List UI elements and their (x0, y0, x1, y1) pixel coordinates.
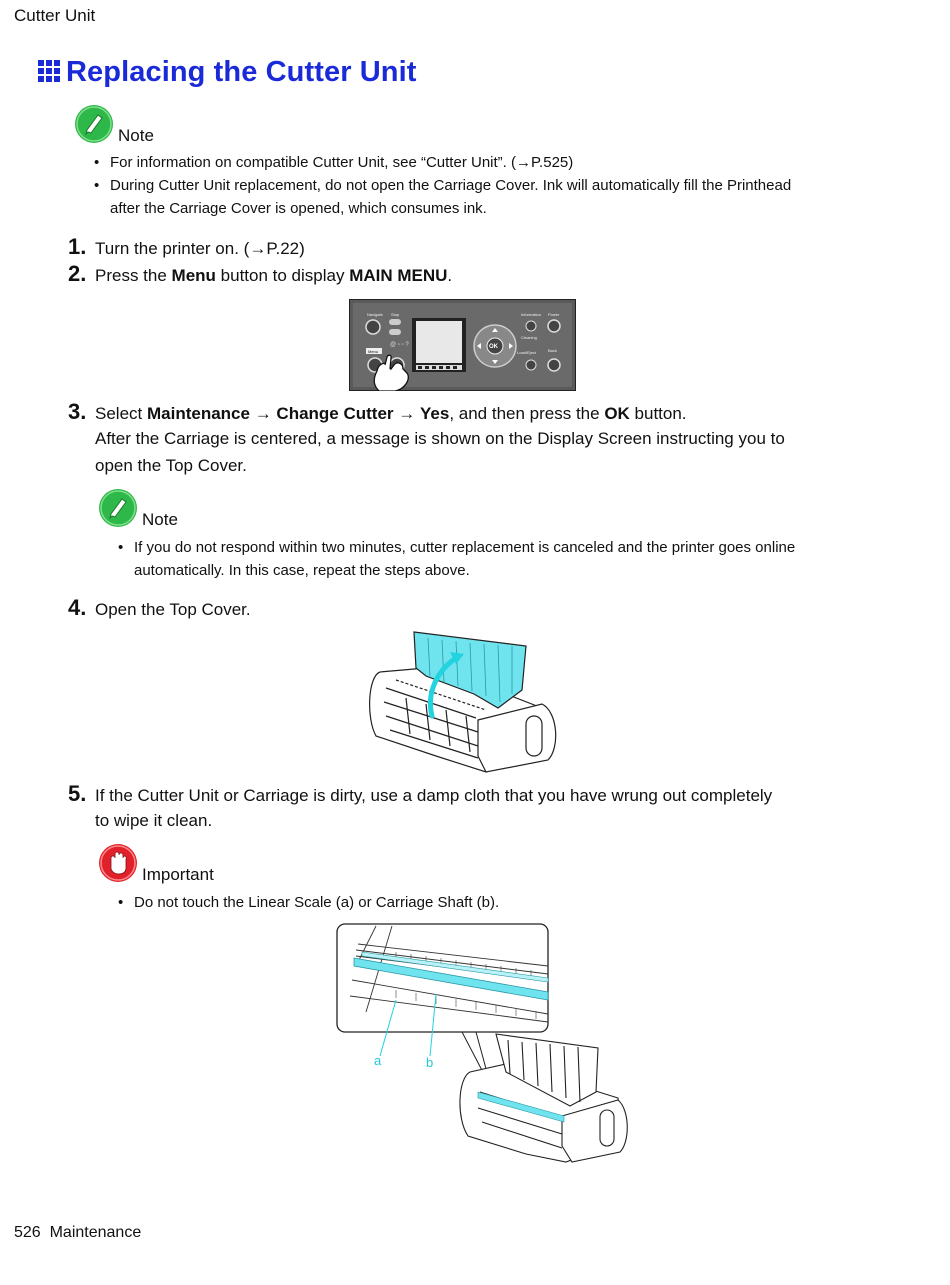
note-item-continued: after the Carriage Cover is opened, which consumes ink. (110, 200, 487, 217)
note-item: • For information on compatible Cutter Unit, see “Cutter Unit”. (→P.525) (94, 151, 854, 174)
step-number: 1. (68, 234, 87, 259)
svg-text:Load/Eject: Load/Eject (517, 350, 536, 355)
main-menu-term: MAIN MENU (349, 266, 448, 285)
svg-text:Information: Information (521, 312, 542, 317)
step-text: Turn the printer on. (→P.22) (95, 239, 305, 258)
note-label: Note (118, 126, 154, 145)
step-4 (68, 594, 251, 623)
note-heading (74, 104, 154, 144)
step-3-detail: After the Carriage is centered, a message is shown on the Display Screen instructing you to open the Top Cover. (95, 429, 785, 475)
important-list (118, 891, 858, 914)
step-number: 4. (68, 595, 87, 620)
pencil-note-icon (98, 488, 138, 528)
note-heading (98, 488, 178, 528)
title-block (38, 56, 417, 89)
grid-icon (38, 60, 60, 82)
note-list (94, 151, 854, 220)
note-list (118, 536, 858, 582)
step-2: 2. Press the Menu button to display MAIN MENU. (68, 261, 453, 286)
note-label: Note (142, 510, 178, 529)
step-text: Open the Top Cover. (95, 600, 251, 619)
step-number: 3. (68, 399, 87, 424)
step-3: 3. Select Maintenance → Change Cutter → Yes, and then press the OK button. (68, 399, 687, 424)
footer-section: Maintenance (49, 1224, 142, 1241)
maintenance-term: Maintenance (146, 404, 250, 423)
svg-text:@ ▫ ▫ ?: @ ▫ ▫ ? (390, 342, 409, 348)
ok-term: OK (604, 404, 630, 423)
label-a: a (374, 1053, 382, 1068)
step-5: 5. If the Cutter Unit or Carriage is dirty, use a damp cloth that you have wrung out completely (68, 781, 773, 806)
important-heading (98, 843, 214, 883)
printer-open-cover-figure (366, 628, 560, 774)
page-footer (14, 1224, 141, 1242)
menu-term: Menu (171, 266, 216, 285)
stop-hand-icon (98, 843, 138, 883)
pencil-note-icon (74, 104, 114, 144)
step-number: 5. (68, 781, 87, 806)
note-item-continued: automatically. In this case, repeat the steps above. (134, 562, 470, 579)
page-number: 526 (14, 1224, 41, 1241)
svg-text:Cleaning: Cleaning (521, 335, 537, 340)
step-1 (68, 233, 305, 262)
important-label: Important (142, 865, 214, 884)
page-title: Replacing the Cutter Unit (66, 56, 417, 88)
important-item: • Do not touch the Linear Scale (a) or Carriage Shaft (b). (118, 891, 858, 914)
svg-text:Navigate: Navigate (367, 312, 383, 317)
label-b: b (426, 1055, 434, 1070)
running-header: Cutter Unit (14, 6, 96, 25)
svg-text:Menu: Menu (368, 349, 379, 354)
svg-text:Power: Power (548, 312, 560, 317)
svg-text:OK: OK (489, 344, 498, 350)
yes-term: Yes (420, 404, 450, 423)
note-item: • If you do not respond within two minutes, cutter replacement is canceled and the printer goes online (118, 536, 858, 559)
change-cutter-term: Change Cutter (276, 404, 394, 423)
step-number: 2. (68, 261, 87, 286)
note-item: • During Cutter Unit replacement, do not open the Carriage Cover. Ink will automatically fill the Printhead (94, 174, 854, 197)
svg-text:Stop: Stop (391, 312, 400, 317)
step-5-detail: to wipe it clean. (95, 811, 213, 830)
control-panel-figure (349, 299, 576, 391)
linear-scale-figure (336, 922, 630, 1166)
svg-text:Back: Back (548, 348, 557, 353)
